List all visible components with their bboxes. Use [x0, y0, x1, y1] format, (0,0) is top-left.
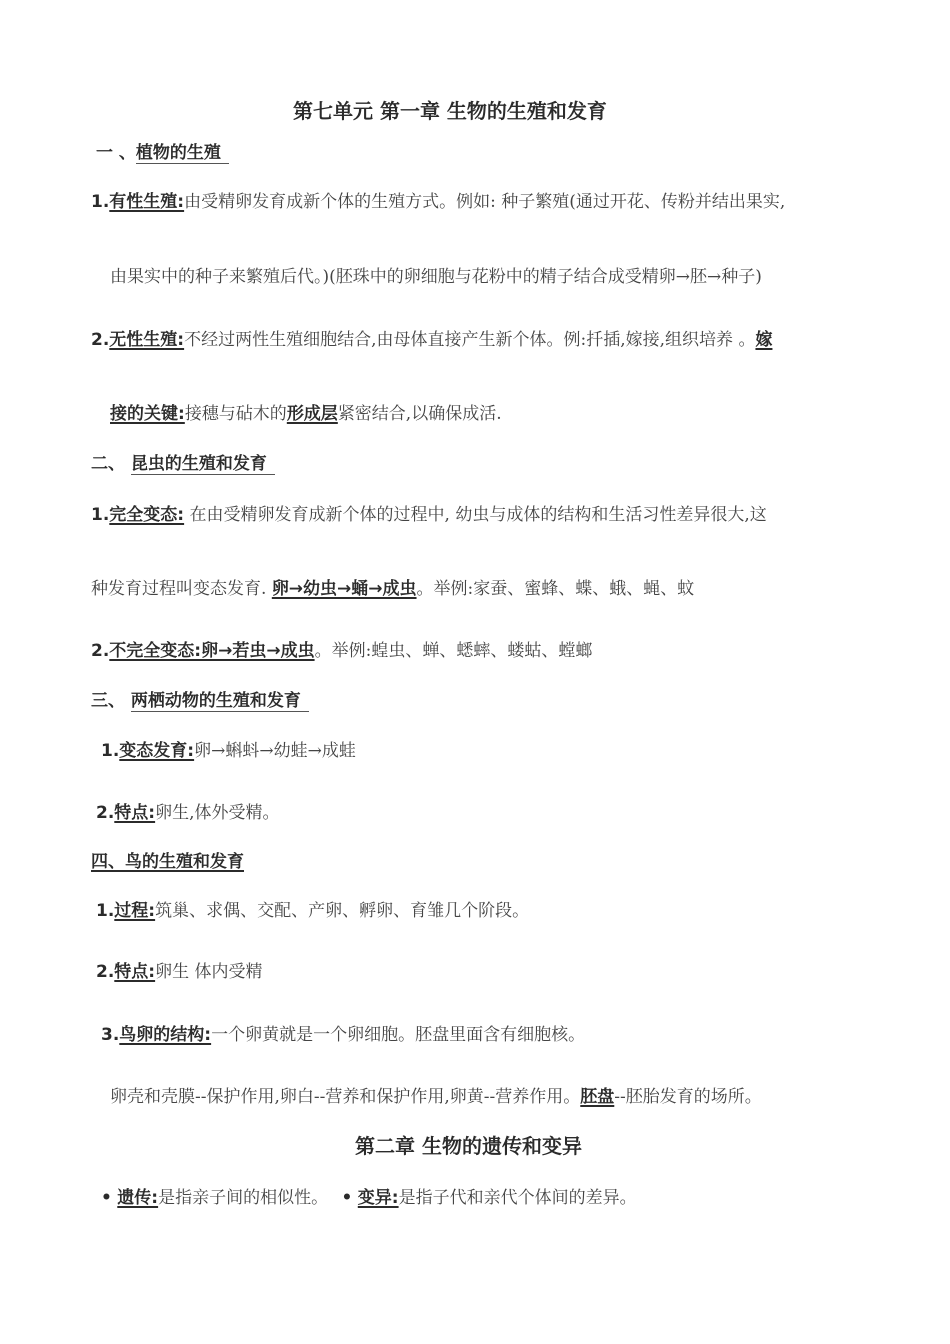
paragraph-continuation: 种发育过程叫变态发育. 卵→幼虫→蛹→成虫。举例:家蚕、蜜蜂、蝶、蛾、蝇、蚊: [91, 579, 695, 599]
term: 卵→幼虫→蛹→成虫: [271, 579, 417, 599]
section-label: 昆虫的生殖和发育: [131, 454, 275, 475]
term: 鸟卵的结构:: [119, 1025, 212, 1045]
chapter-title: 第二章 生物的遗传和变异: [355, 1134, 582, 1158]
section-label: 两栖动物的生殖和发育: [131, 691, 309, 712]
paragraph-amphibian-features: 2.特点:卵生,体外受精。: [96, 803, 280, 823]
term: 胚盘: [580, 1087, 615, 1107]
term: 无性生殖:: [109, 330, 185, 350]
section-heading-insect: 二、 昆虫的生殖和发育: [91, 452, 275, 476]
term: 嫁: [755, 330, 773, 350]
term: 完全变态:: [109, 505, 185, 525]
term: 有性生殖:: [109, 192, 185, 212]
paragraph-egg-structure: 3.鸟卵的结构:一个卵黄就是一个卵细胞。胚盘里面含有细胞核。: [101, 1025, 586, 1045]
term: 变态发育:: [119, 741, 195, 761]
paragraph-sexual-reproduction: 1.有性生殖:由受精卵发育成新个体的生殖方式。例如: 种子繁殖(通过开花、传粉并结出果实,: [91, 192, 786, 212]
term: 特点:: [114, 962, 156, 982]
chapter-title: 第七单元 第一章 生物的生殖和发育: [293, 99, 607, 123]
bullet: •: [101, 1188, 112, 1208]
section-heading-bird: [91, 850, 244, 874]
term: 过程:: [114, 901, 156, 921]
paragraph-amphibian-development: 1.变态发育:卵→蝌蚪→幼蛙→成蛙: [101, 741, 356, 761]
term: 特点:: [114, 803, 156, 823]
paragraph-continuation: 接的关键:接穗与砧木的形成层紧密结合,以确保成活.: [110, 404, 502, 424]
paragraph-asexual-reproduction: 2.无性生殖:不经过两性生殖细胞结合,由母体直接产生新个体。例:扦插,嫁接,组织培养 。嫁: [91, 330, 773, 350]
bullet: •: [341, 1188, 353, 1208]
paragraph-bird-features: 2.特点:卵生 体内受精: [96, 962, 263, 982]
paragraph-bird-process: 1.过程:筑巢、求偶、交配、产卵、孵卵、育雏几个阶段。: [96, 901, 530, 921]
section-label: 四、鸟的生殖和发育: [91, 852, 244, 872]
term: 变异:: [357, 1188, 399, 1208]
section-label: 植物的生殖: [136, 143, 229, 164]
paragraph-incomplete-metamorphosis: 2.不完全变态:卵→若虫→成虫。举例:蝗虫、蝉、蟋蟀、蝼蛄、螳螂: [91, 641, 593, 661]
section-heading-amphibian: 三、 两栖动物的生殖和发育: [91, 689, 309, 713]
term: 遗传:: [117, 1188, 159, 1208]
paragraph-complete-metamorphosis: 1.完全变态: 在由受精卵发育成新个体的过程中, 幼虫与成体的结构和生活习性差异很大,这: [91, 505, 767, 525]
paragraph-egg-functions: 卵壳和壳膜--保护作用,卵白--营养和保护作用,卵黄--营养作用。胚盘--胚胎发育的场所。: [110, 1087, 762, 1107]
paragraph-heredity-variation: • 遗传:是指亲子间的相似性。 • 变异:是指子代和亲代个体间的差异。: [101, 1188, 637, 1208]
term: 形成层: [286, 404, 338, 424]
term: 接的关键:: [110, 404, 185, 424]
term: 不完全变态:卵→若虫→成虫: [109, 641, 315, 661]
section-heading-plant: 一 、植物的生殖: [96, 141, 229, 165]
paragraph-continuation: 由果实中的种子来繁殖后代。)(胚珠中的卵细胞与花粉中的精子结合成受精卵→胚→种子): [110, 267, 762, 287]
